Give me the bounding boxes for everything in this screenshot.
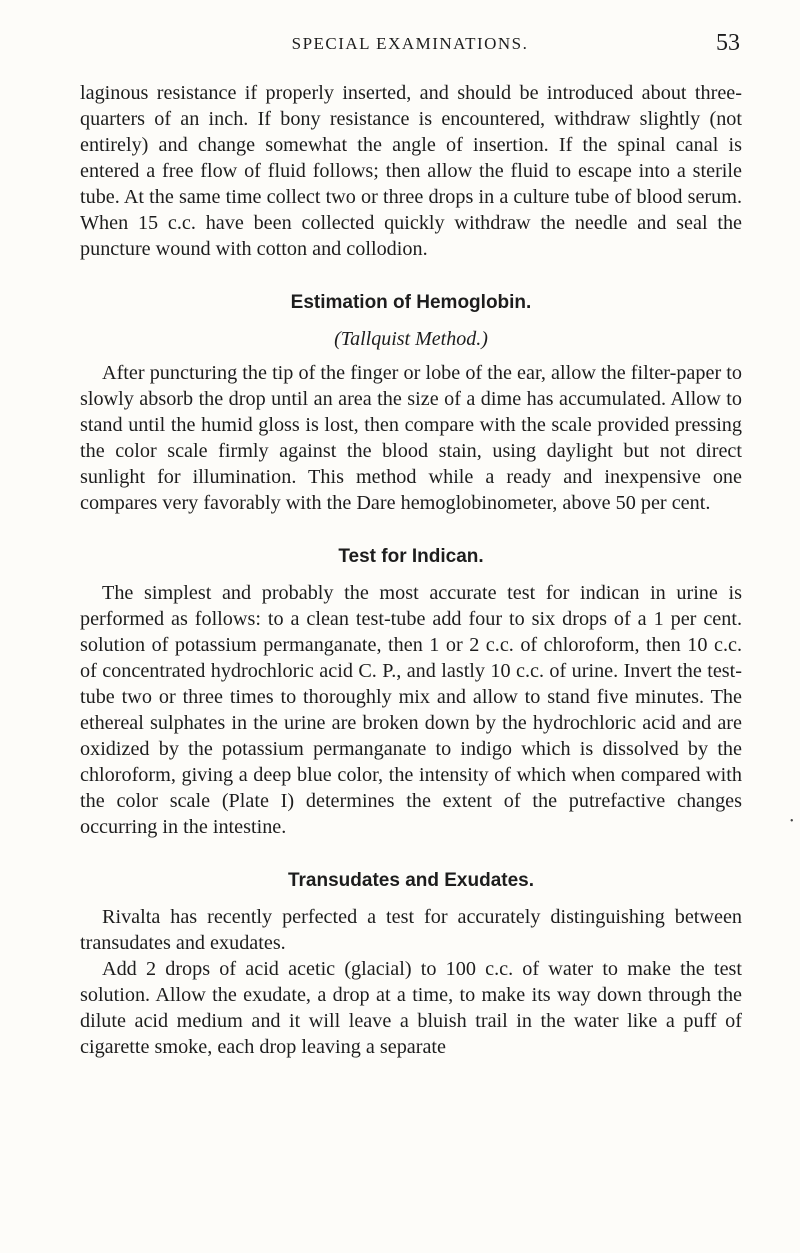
section-heading: Estimation of Hemoglobin. (290, 292, 532, 313)
running-header (80, 28, 740, 58)
section-heading: Test for Indican. (338, 546, 484, 567)
section-heading: Transudates and Exudates. (287, 870, 535, 891)
section-hemoglobin (80, 290, 742, 516)
running-header-title: SPECIAL EXAMINATIONS. (291, 34, 529, 53)
section-transudates (80, 868, 742, 1060)
section-paragraph: Add 2 drops of acid acetic (glacial) to 100 c.c. of water to make the test solution. Allow the exudate, a drop at a time, to make its way down through the dilute acid medium and it will leave a bluish trail in the water like a puff of cigarette smoke, each drop leaving a separate (80, 958, 742, 1058)
section-paragraph: After puncturing the tip of the finger or lobe of the ear, allow the filter-paper to slowly absorb the drop until an area the size of a dime has accumulated. Allow to stand until the humid gloss is lost, then compare with the scale provided pressing the color scale firmly against the blood stain, using daylight but not direct sunlight for illumination. This method while a ready and inexpensive one compares very favorably with the Dare hemoglobinometer, above 50 per cent. (80, 362, 742, 514)
section-indican (80, 544, 742, 840)
margin-dot: • (790, 816, 794, 827)
section-subheading: (Tallquist Method.) (334, 328, 488, 350)
page-body (80, 80, 742, 1060)
section-paragraph: Rivalta has recently perfected a test for accurately distinguishing between transudates and exudates. (80, 906, 742, 954)
section-paragraph: The simplest and probably the most accurate test for indican in urine is performed as follows: to a clean test-tube add four to six drops of a 1 per cent. solution of potassium permanganate, then 1 or 2 c.c. of chloroform, then 10 c.c. of concentrated hydrochloric acid C. P., and lastly 10 c.c. of urine. Invert the test-tube two or three times to thoroughly mix and allow to stand five minutes. The ethereal sulphates in the urine are broken down by the hydrochloric acid and are oxidized by the potassium permanganate to indigo which is dissolved by the chloroform, giving a deep blue color, the intensity of which when compared with the color scale (Plate I) determines the extent of the putrefactive changes occurring in the intestine. (80, 582, 742, 838)
continuation-paragraph: laginous resistance if properly inserted, and should be introduced about three-quarters of an inch. If bony resistance is encountered, withdraw slightly (not entirely) and change somewhat the angle of insertion. If the spinal canal is entered a free flow of fluid follows; then allow the fluid to escape into a sterile tube. At the same time collect two or three drops in a culture tube of blood serum. When 15 c.c. have been collected quickly withdraw the needle and seal the puncture wound with cotton and collodion. (80, 82, 742, 260)
page-number: 53 (716, 30, 740, 56)
